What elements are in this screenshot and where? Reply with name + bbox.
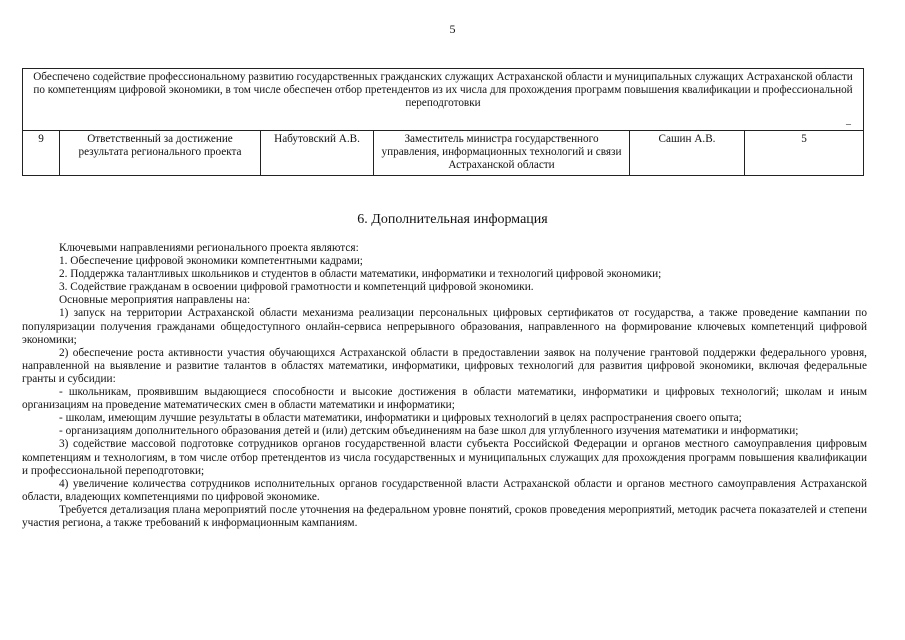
paragraph: 3) содействие массовой подготовке сотрудников органов государственной власти субъекта Российской Федерации и органов местного самоуправления цифровым компетенциям и технологиям, в том числе отбор претендентов из числа государственных и муниципальных служащих для прохождения программ повышения квалификации и профессиональной переподготовки;	[22, 438, 867, 477]
paragraph: - организациям дополнительного образования детей и (или) детским объединениям на базе школ для углубленного изучения математики и информатики;	[59, 425, 799, 438]
paragraph: Ключевыми направлениями регионального проекта являются:	[59, 242, 359, 254]
paragraph: Основные мероприятия направлены на:	[59, 294, 251, 307]
row-role: Ответственный за достижение результата регионального проекта	[60, 131, 261, 176]
paragraph: 1) запуск на территории Астраханской области механизма реализации персональных цифровых сертификатов от государства, а также проведение кампании по популяризации получения гражданами общедоступного онлайн-сервиса непрерывного образования, направленного на формирование ключевых компетенций цифровой экономики;	[22, 307, 867, 346]
section-cell	[23, 69, 864, 131]
paragraph: 4) увеличение количества сотрудников исполнительных органов государственной власти Астраханской области и органов местного самоуправления Астраханской области, владеющих компетенциями по цифровой экономике.	[22, 477, 867, 503]
info-body	[22, 242, 867, 530]
paragraph: 2) обеспечение роста активности участия обучающихся Астраханской области в предоставлении заявок на получение грантовой поддержки федерального уровня, направленной на выявление и развитие талантов в областях математики, информатики, цифровых технологий для развития цифровой экономики, включая федеральные гранты и субсидии:	[22, 346, 867, 385]
row-position: Заместитель министра государственного управления, информационных технологий и связи Астраханской области	[374, 131, 630, 176]
section-row	[23, 69, 864, 131]
row-person: Набутовский А.В.	[261, 131, 374, 176]
project-table	[22, 68, 864, 176]
row-supervisor: Сашин А.В.	[630, 131, 745, 176]
paragraph: - школам, имеющим лучшие результаты в области математики, информатики и цифровых технологий в целях распространения своего опыта;	[59, 412, 742, 425]
section-mark: –	[846, 119, 851, 130]
page-number: 5	[449, 22, 456, 36]
section-heading: 6. Дополнительная информация	[357, 212, 548, 227]
section-text: Обеспечено содействие профессиональному развитию государственных гражданских служащих Астраханской области и муниципальных служащих Астраханской области по компетенциям цифровой экономики, в том числе обеспечен отбор претендентов из их числа для прохождения программ повышения квалификации и профессиональной переподготовки	[33, 71, 853, 109]
paragraph: - школьникам, проявившим выдающиеся способности и высокие достижения в области математики, информатики и цифровых технологий; школам и иным организациям на проведение математических смен в области математики и информатики;	[22, 386, 867, 412]
row-load: 5	[745, 131, 864, 176]
row-number: 9	[23, 131, 60, 176]
table-row	[23, 131, 864, 176]
paragraph: 3. Содействие гражданам в освоении цифровой грамотности и компетенций цифровой экономики.	[59, 281, 534, 294]
paragraph: Требуется детализация плана мероприятий после уточнения на федеральном уровне понятий, сроков проведения мероприятий, методик расчета показателей и степени участия региона, а также требований к информационным кампаниям.	[22, 503, 867, 529]
paragraph: 2. Поддержка талантливых школьников и студентов в области математики, информатики и технологий цифровой экономики;	[59, 268, 662, 281]
paragraph: 1. Обеспечение цифровой экономики компетентными кадрами;	[59, 255, 363, 268]
